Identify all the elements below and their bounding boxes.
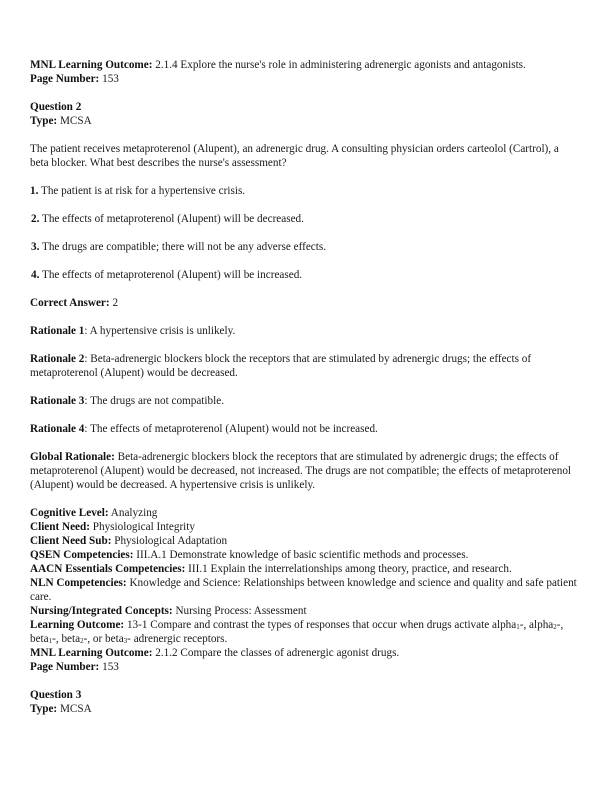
correct-answer: Correct Answer: 2 [30, 297, 119, 309]
page-number: Page Number: 153 [30, 73, 119, 85]
answer-option-4: 4. The effects of metaproterenol (Alupent) will be increased. [31, 269, 303, 281]
question-title: Question 3 [30, 689, 82, 701]
nursing-integrated-concepts: Nursing/Integrated Concepts: Nursing Process: Assessment [30, 605, 307, 617]
rationale-2: Rationale 2: Beta-adrenergic blockers block the receptors that are stimulated by adrenergic drugs; the effects of metaproterenol (Alupent) would be decreased. [30, 353, 532, 379]
rationale-3: Rationale 3: The drugs are not compatible. [30, 395, 224, 407]
question-type: Type: MCSA [30, 703, 92, 715]
global-rationale: Global Rationale: Beta-adrenergic blockers block the receptors that are stimulated by adrenergic drugs; the effects of metaproterenol (Alupent) would be decreased, not increased. The drugs are not compatible; the effects of metaproterenol (Alupent) would be decreased. A hypertensive crisis is unlikely. [30, 451, 572, 491]
question-stem: The patient receives metaproterenol (Alupent), an adrenergic drug. A consulting physician orders carteolol (Cartrol), a beta blocker. What best describes the nurse's assessment? [30, 143, 559, 169]
aacn-competencies: AACN Essentials Competencies: III.1 Explain the interrelationships among theory, practice, and research. [30, 563, 512, 575]
answer-option-1: 1. The patient is at risk for a hypertensive crisis. [30, 185, 246, 197]
question-type: Type: MCSA [30, 115, 92, 127]
question-title: Question 2 [30, 101, 82, 113]
rationale-4: Rationale 4: The effects of metaproterenol (Alupent) would not be increased. [30, 423, 378, 435]
document-page [30, 58, 580, 716]
answer-option-2: 2. The effects of metaproterenol (Alupent) will be decreased. [31, 213, 304, 225]
cognitive-level: Cognitive Level: Analyzing [30, 507, 158, 519]
qsen-competencies: QSEN Competencies: III.A.1 Demonstrate knowledge of basic scientific methods and processes. [30, 549, 469, 561]
client-need: Client Need: Physiological Integrity [30, 521, 195, 533]
mnl-learning-outcome: MNL Learning Outcome: 2.1.2 Compare the classes of adrenergic agonist drugs. [30, 647, 400, 659]
nln-competencies: NLN Competencies: Knowledge and Science: Relationships between knowledge and science and quality and safe patient care. [30, 577, 577, 603]
mnl-learning-outcome: MNL Learning Outcome: 2.1.4 Explore the nurse's role in administering adrenergic agonists and antagonists. [30, 59, 526, 71]
page-number: Page Number: 153 [30, 661, 119, 673]
rationale-1: Rationale 1: A hypertensive crisis is unlikely. [30, 325, 236, 337]
client-need-sub: Client Need Sub: Physiological Adaptation [30, 535, 228, 547]
learning-outcome: Learning Outcome: 13-1 Compare and contrast the types of responses that occur when drugs activate alpha$_1$-, alpha$_2$-, beta$_1$-, beta$_2$-, or beta$_3$- adrenergic receptors. [30, 619, 564, 645]
answer-option-3: 3. The drugs are compatible; there will not be any adverse effects. [31, 241, 327, 253]
